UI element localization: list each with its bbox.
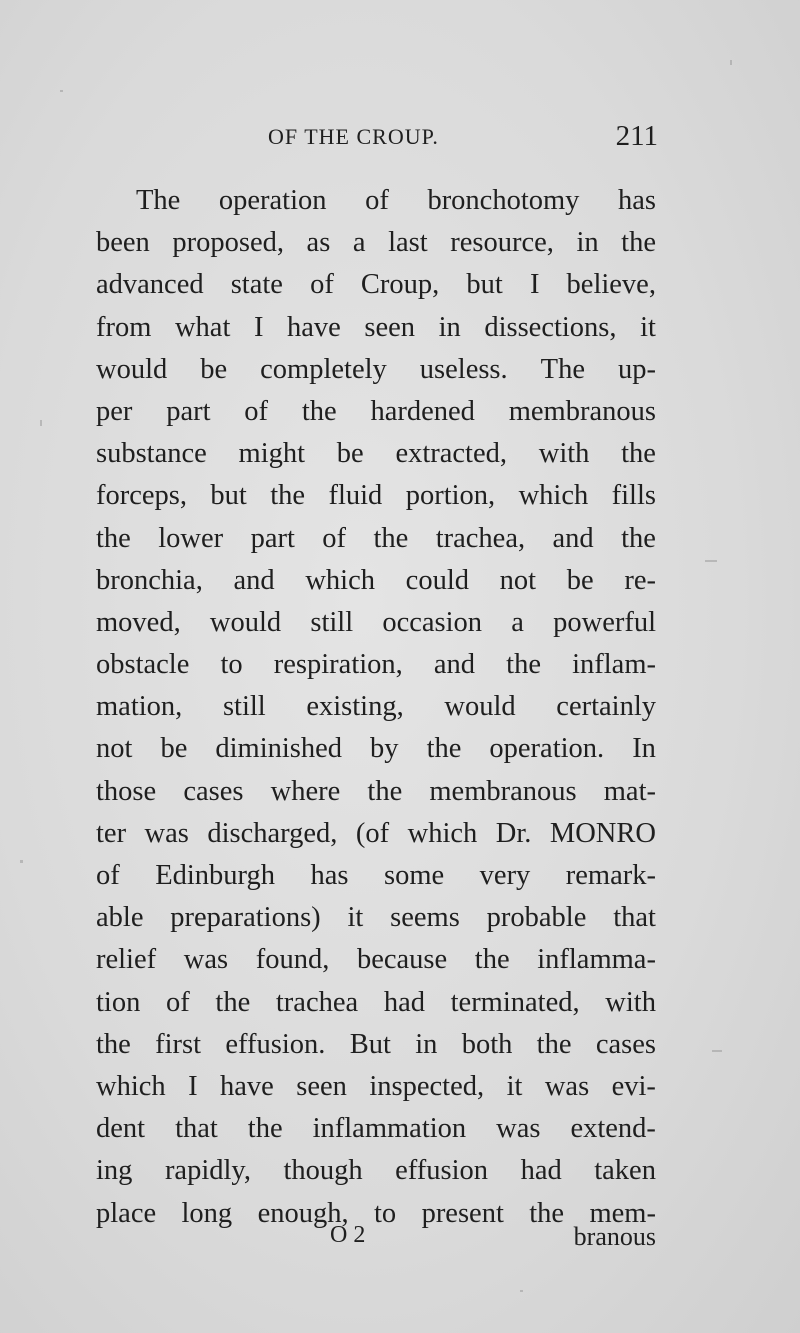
text-line: tion of the trachea had terminated, with <box>96 986 656 1018</box>
text-line: mation, still existing, would certainly <box>96 691 656 723</box>
text-line: from what I have seen in dissections, it <box>96 311 656 343</box>
text-line: The operation of bronchotomy has <box>136 185 656 216</box>
text-line: of Edinburgh has some very remark- <box>96 860 656 891</box>
body-text <box>96 180 656 1235</box>
text-line: obstacle to respiration, and the inflam- <box>96 649 656 681</box>
text-line: advanced state of Croup, but I believe, <box>96 269 656 301</box>
text-line: per part of the hardened membranous <box>96 395 656 427</box>
text-line: not be diminished by the operation. In <box>96 733 656 765</box>
catchword: branous <box>573 1222 656 1251</box>
text-line: relief was found, because the inflamma- <box>96 944 656 976</box>
text-line: moved, would still occasion a powerful <box>96 606 656 638</box>
text-line: the lower part of the trachea, and the <box>96 522 656 554</box>
page-number: 211 <box>615 120 658 152</box>
text-line: substance might be extracted, with the <box>96 438 656 470</box>
page-footer <box>96 1222 656 1262</box>
paper-speck <box>20 860 23 863</box>
text-line: ing rapidly, though effusion had taken <box>96 1155 656 1187</box>
page-header <box>268 120 658 164</box>
text-line: forceps, but the fluid portion, which fills <box>96 480 656 512</box>
paper-speck <box>520 1290 523 1292</box>
paper-speck <box>730 60 732 65</box>
text-line: dent that the inflammation was extend- <box>96 1113 656 1145</box>
signature-mark: O 2 <box>330 1222 366 1248</box>
text-line: those cases where the membranous mat- <box>96 775 656 807</box>
text-line: ter was discharged, (of which Dr. MONRO <box>96 817 656 849</box>
paper-speck <box>40 420 42 426</box>
text-line: place long enough, to present the mem- <box>96 1197 656 1229</box>
text-line: able preparations) it seems probable that <box>96 902 656 934</box>
text-line: been proposed, as a last resource, in the <box>96 227 656 259</box>
paper-speck <box>705 560 717 562</box>
text-line: would be completely useless. The up- <box>96 353 656 385</box>
paper-speck <box>712 1050 722 1052</box>
text-line: the first effusion. But in both the cases <box>96 1028 656 1060</box>
paper-speck <box>60 90 63 92</box>
text-line: which I have seen inspected, it was evi- <box>96 1070 656 1102</box>
text-line: bronchia, and which could not be re- <box>96 564 656 596</box>
running-head: OF THE CROUP. <box>268 124 439 149</box>
